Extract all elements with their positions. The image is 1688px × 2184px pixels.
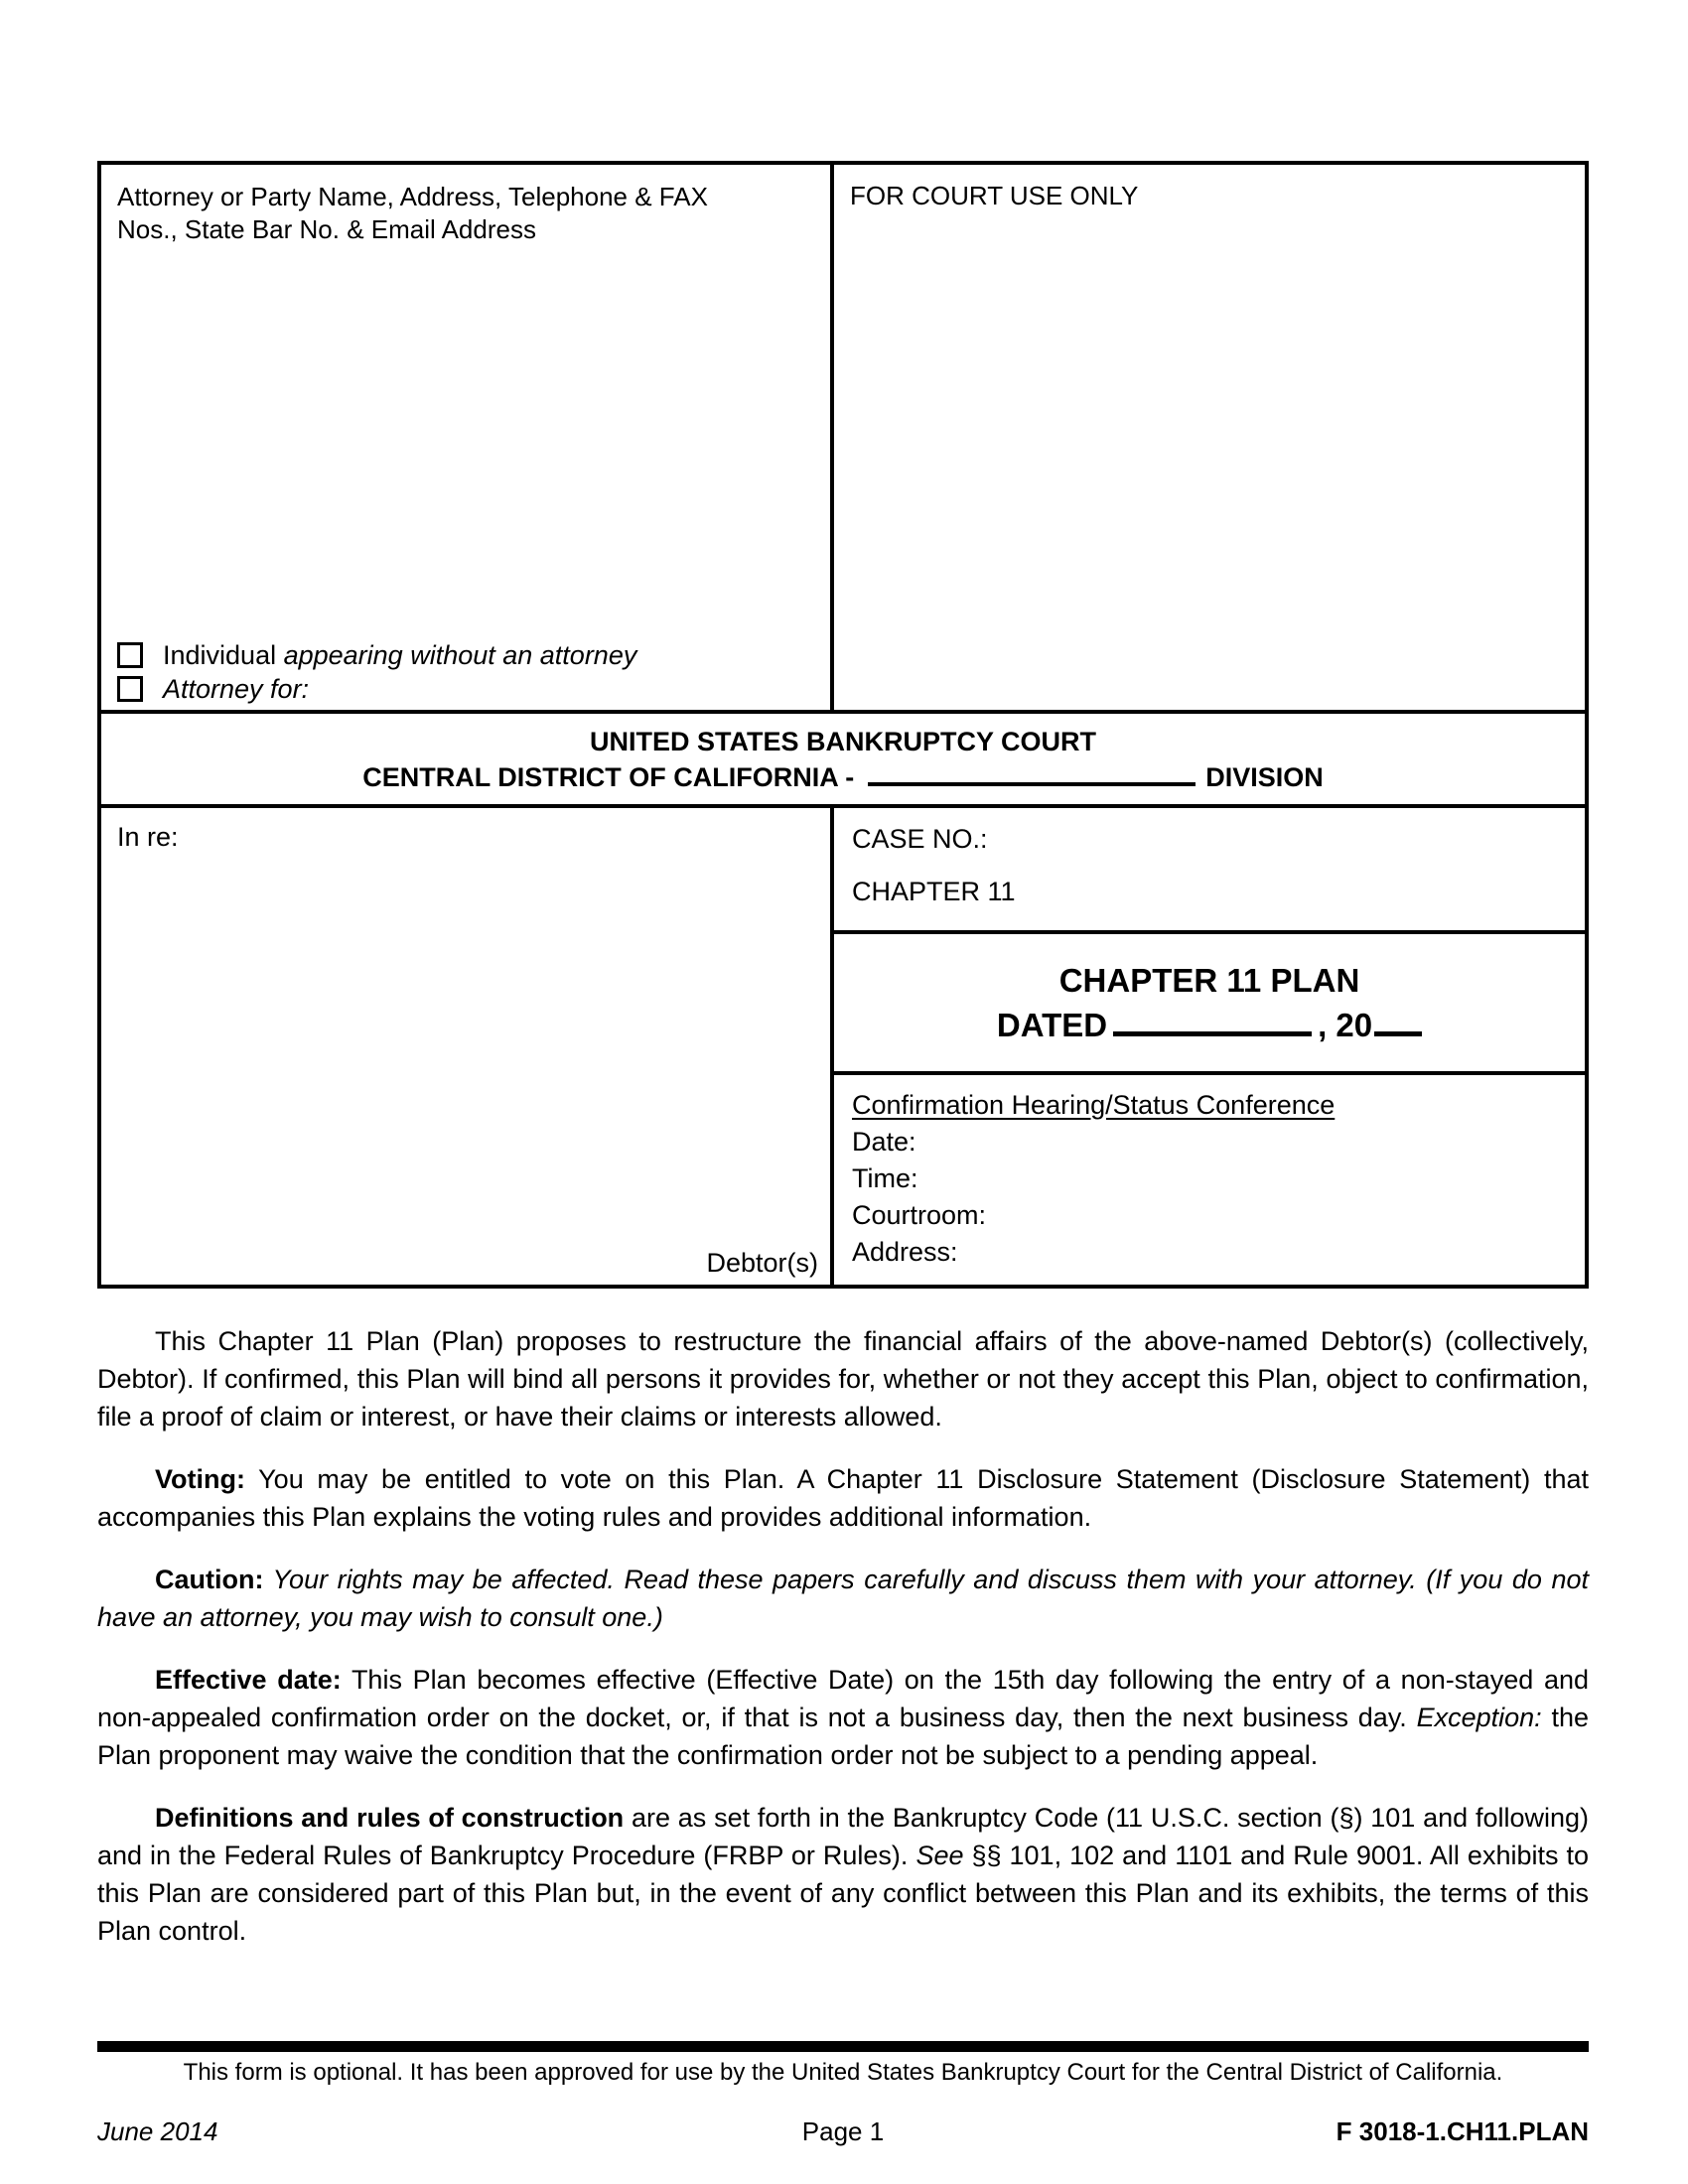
- checkbox-row-attorney-for: [117, 674, 814, 704]
- division-blank-field[interactable]: [868, 762, 1196, 786]
- debtors-label: Debtor(s): [706, 1248, 818, 1278]
- caption-row-case: [101, 804, 1585, 1285]
- hearing-box: [834, 1071, 1585, 1285]
- checkbox-group: [117, 636, 814, 704]
- plan-title-box: [834, 930, 1585, 1071]
- paragraph-voting: Voting: You may be entitled to vote on this Plan. A Chapter 11 Disclosure Statement (Disclosure Statement) that accompanies this Plan explains the voting rules and provides additional information.: [97, 1464, 1589, 1532]
- in-re-label: In re:: [117, 822, 179, 852]
- court-use-only-label: FOR COURT USE ONLY: [850, 181, 1139, 210]
- attorney-for-checkbox-label: Attorney for:: [163, 674, 310, 704]
- court-title-row: [101, 710, 1585, 804]
- paragraph-intro: This Chapter 11 Plan (Plan) proposes to restructure the financial affairs of the above-named Debtor(s) (collectively, Debtor). If confirmed, this Plan will bind all persons it provides for, whether or not they accept this Plan, object to confirmation, file a proof of claim or interest, or have their claims or interests allowed.: [97, 1326, 1589, 1432]
- individual-checkbox[interactable]: [117, 642, 143, 668]
- paragraph-caution: Caution: Your rights may be affected. Read these papers carefully and discuss them with your attorney. (If you do not have an attorney, you may wish to consult one.): [97, 1565, 1589, 1632]
- court-title-line2: CENTRAL DISTRICT OF CALIFORNIA - DIVISION: [362, 762, 1324, 792]
- page-footer: [97, 2041, 1589, 2147]
- footer-form-number: F 3018-1.CH11.PLAN: [1336, 2116, 1589, 2146]
- individual-checkbox-label: Individual appearing without an attorney: [163, 640, 637, 670]
- attorney-for-checkbox[interactable]: [117, 676, 143, 702]
- case-caption-table: [97, 161, 1589, 1289]
- definitions-label: Definitions and rules of construction: [155, 1803, 625, 1833]
- plan-body: [97, 1322, 1589, 1975]
- hearing-field-address[interactable]: Address:: [852, 1237, 958, 1267]
- hearing-field-time[interactable]: Time:: [852, 1163, 918, 1193]
- case-detail-stack: [834, 808, 1585, 1285]
- court-title-line1: UNITED STATES BANKRUPTCY COURT: [589, 727, 1096, 756]
- checkbox-row-individual: [117, 640, 814, 670]
- in-re-box[interactable]: [101, 808, 834, 1285]
- attorney-info-box[interactable]: [101, 165, 834, 710]
- footer-page-number: Page 1: [801, 2116, 885, 2146]
- hearing-field-date[interactable]: Date:: [852, 1127, 916, 1157]
- plan-title: CHAPTER 11 PLAN: [1058, 962, 1360, 999]
- attorney-box-label: Attorney or Party Name, Address, Telephone & FAX Nos., State Bar No. & Email Address: [117, 182, 708, 244]
- hearing-title: Confirmation Hearing/Status Conference: [852, 1090, 1336, 1120]
- voting-label: Voting:: [155, 1464, 245, 1494]
- footer-divider: [97, 2041, 1589, 2052]
- footer-date: June 2014: [97, 2116, 218, 2146]
- footer-note: This form is optional. It has been approved for use by the United States Bankruptcy Court for the Central District of California.: [183, 2059, 1503, 2086]
- hearing-field-courtroom[interactable]: Courtroom:: [852, 1200, 987, 1230]
- year-blank-field[interactable]: [1374, 1013, 1422, 1036]
- case-number-box: [834, 808, 1585, 930]
- caption-row-attorney: [101, 165, 1585, 710]
- chapter-label: CHAPTER 11: [852, 877, 1016, 906]
- court-use-only-box: [834, 165, 1585, 710]
- footer-meta-row: [97, 2116, 1589, 2147]
- case-no-label[interactable]: CASE NO.:: [852, 824, 988, 854]
- paragraph-effective-date: Effective date: This Plan becomes effective (Effective Date) on the 15th day following the entry of a non-stayed and non-appealed confirmation order on the docket, or, if that is not a business day, then the next business day. Exception: the Plan proponent may waive the condition that the confirmation order not be subject to a pending appeal.: [97, 1665, 1590, 1770]
- paragraph-definitions: Definitions and rules of construction are as set forth in the Bankruptcy Code (11 U.S.C. section (§) 101 and following) and in the Federal Rules of Bankruptcy Procedure (FRBP or Rules). See §§ 101, 102 and 1101 and Rule 9001. All exhibits to this Plan are considered part of this Plan but, in the event of any conflict between this Plan and its exhibits, the terms of this Plan control.: [97, 1803, 1590, 1946]
- exception-label: Exception:: [1416, 1703, 1542, 1732]
- effective-date-label: Effective date:: [155, 1665, 342, 1695]
- plan-dated-line: DATED , 20: [834, 1003, 1585, 1047]
- dated-blank-field[interactable]: [1113, 1013, 1312, 1036]
- caution-label: Caution:: [155, 1565, 264, 1594]
